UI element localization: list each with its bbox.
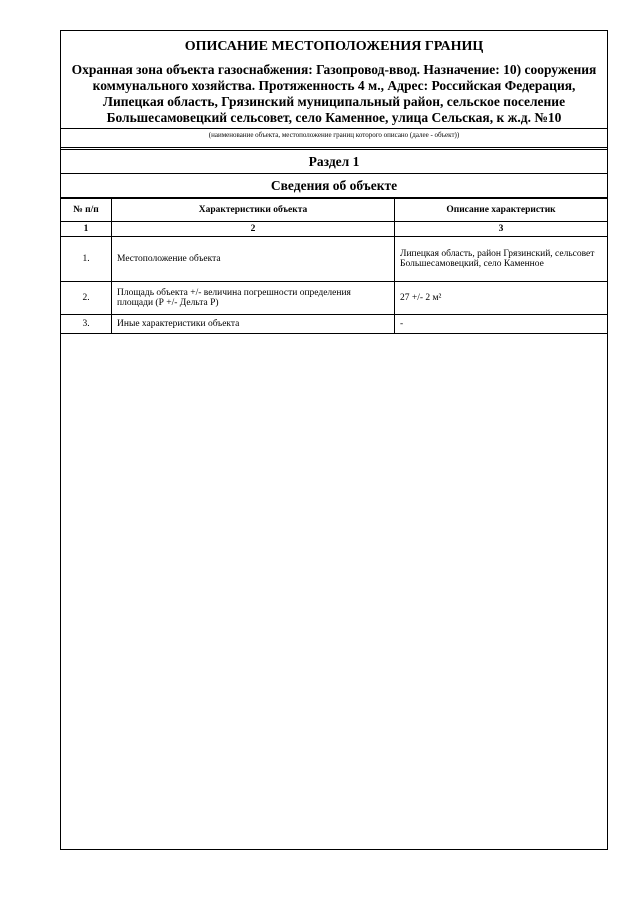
object-note: (наименование объекта, местоположение границ которого описано (далее - объект)): [61, 129, 607, 148]
row-num: 2.: [61, 282, 112, 315]
row-description: -: [395, 315, 608, 334]
table-row: [61, 282, 607, 315]
row-num: 1.: [61, 237, 112, 282]
column-number: 2: [112, 222, 395, 237]
table-header-row: [61, 199, 607, 222]
header-description: Описание характеристик: [395, 199, 608, 222]
row-characteristic: Площадь объекта +/- величина погрешности определения площади (Р +/- Дельта Р): [112, 282, 395, 315]
table-row: [61, 237, 607, 282]
document-page: [60, 30, 608, 850]
table-row: [61, 315, 607, 334]
document-title: ОПИСАНИЕ МЕСТОПОЛОЖЕНИЯ ГРАНИЦ: [184, 39, 484, 54]
header-num: № п/п: [61, 199, 112, 222]
row-characteristic: Местоположение объекта: [112, 237, 395, 282]
document-subtitle: Охранная зона объекта газоснабжения: Газопровод-ввод. Назначение: 10) сооружения коммунального хозяйства. Протяженность 4 м., Адрес: Российская Федерация, Липецкая область, Грязинский муниципальный район, сельское поселение Большесамовецкий сельсовет, село Каменное, улица Сельская, к ж.д. №10: [71, 62, 597, 125]
header-characteristic: Характеристики объекта: [112, 199, 395, 222]
column-number-row: [61, 222, 607, 237]
row-description: Липецкая область, район Грязинский, сельсовет Большесамовецкий, село Каменное: [395, 237, 608, 282]
column-number: 3: [395, 222, 608, 237]
row-num: 3.: [61, 315, 112, 334]
row-description: 27 +/- 2 м²: [395, 282, 608, 315]
object-info-table: [61, 198, 607, 334]
column-number: 1: [61, 222, 112, 237]
section-subtitle: Сведения об объекте: [61, 174, 607, 198]
title-block: [61, 31, 607, 129]
section-title: Раздел 1: [61, 150, 607, 174]
row-characteristic: Иные характеристики объекта: [112, 315, 395, 334]
